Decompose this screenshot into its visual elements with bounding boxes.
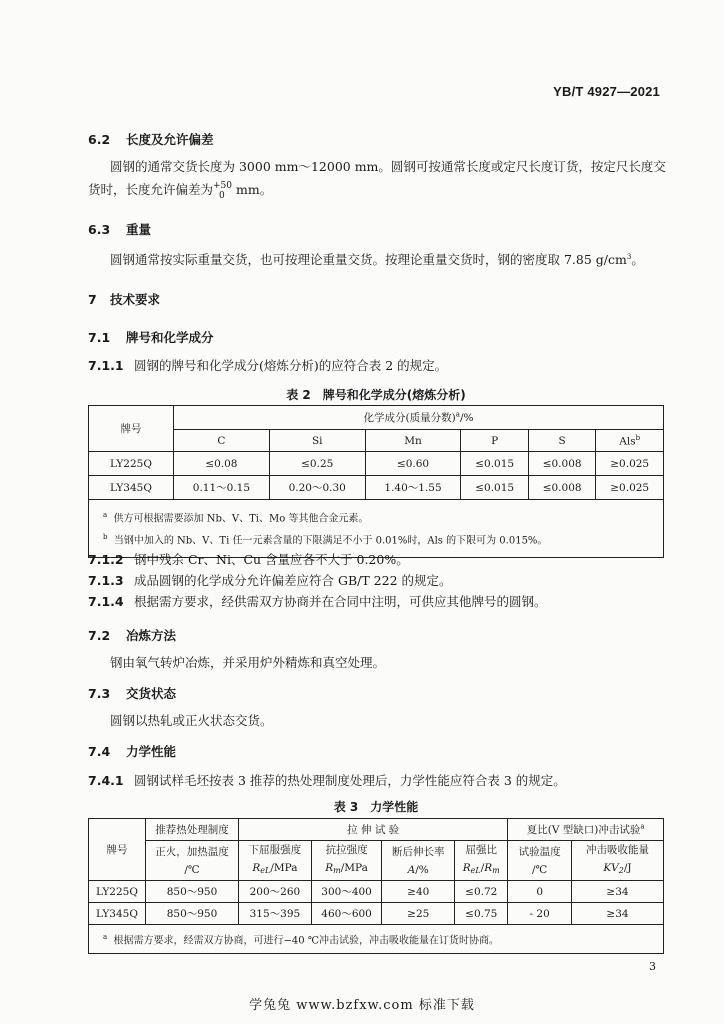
header-line: 屈强比 — [465, 844, 498, 856]
subscript: eL — [470, 866, 481, 875]
element-label: Als — [619, 435, 636, 448]
symbol: R — [252, 862, 261, 874]
section-6-3-heading — [88, 220, 151, 238]
cell-value: 0 — [508, 881, 572, 903]
footnote-text: 根据需方要求，经需双方协商，可进行−40 ℃冲击试验，冲击吸收能量在订货时协商。 — [113, 935, 500, 947]
cell-value: 315～395 — [239, 903, 312, 925]
standard-number-header: YB/T 4927—2021 — [553, 84, 660, 99]
section-7-4-heading — [88, 742, 176, 760]
section-7-2-para: 钢由氧气转炉冶炼，并采用炉外精炼和真空处理。 — [110, 655, 386, 670]
section-7-heading — [88, 290, 160, 308]
symbol: A — [407, 863, 416, 876]
section-7-3-para: 圆钢以热轧或正火状态交货。 — [110, 713, 273, 728]
footnote-a — [103, 928, 661, 950]
clause-7-4-1 — [88, 771, 566, 790]
header-unit: /J — [623, 862, 632, 874]
clause-text: 圆钢的牌号和化学成分(熔炼分析)的应符合表 2 的规定。 — [134, 358, 448, 373]
para-text: 圆钢通常按实际重量交货，也可按理论重量交货。按理论重量交货时，钢的密度取 7.85 g/cm — [110, 252, 627, 268]
column-header-tensile-strength — [311, 841, 381, 881]
cell-value: ≤0.08 — [174, 452, 270, 476]
cell-value: ≤0.25 — [269, 452, 365, 476]
cell-grade: LY225Q — [89, 452, 174, 476]
cell-value: 850～950 — [146, 881, 239, 903]
header-unit: /℃ — [532, 863, 548, 876]
header-unit: /℃ — [184, 863, 200, 876]
cell-value: ≤0.008 — [528, 476, 595, 500]
group-label: 化学成分(质量分数) — [363, 412, 456, 424]
clause-7-1-4 — [88, 592, 547, 611]
footnote-mark: a — [103, 511, 108, 519]
section-title: 交货状态 — [126, 686, 177, 701]
cell-value: ≤0.015 — [461, 476, 528, 500]
section-title: 技术要求 — [110, 292, 161, 307]
section-7-1-heading — [88, 328, 214, 346]
cell-value: ≥0.025 — [596, 452, 664, 476]
table-3-mechanical-properties — [88, 818, 664, 954]
clause-text: 成品圆钢的化学成分允许偏差应符合 GB/T 222 的规定。 — [134, 573, 452, 588]
section-title: 冶炼方法 — [126, 628, 177, 643]
footnote-b — [103, 528, 661, 550]
para-text: 货时，长度允许偏差为 — [88, 182, 214, 197]
section-7-3-heading — [88, 684, 176, 702]
cell-value: 0.20～0.30 — [269, 476, 365, 500]
group-unit: /% — [459, 412, 474, 424]
clause-text: 根据需方要求，经供需双方协商并在合同中注明，可供应其他牌号的圆钢。 — [134, 594, 547, 609]
column-header-yield-strength — [239, 841, 312, 881]
clause-number: 7.1.2 — [88, 552, 124, 567]
separator: / — [480, 862, 485, 874]
cell-value: ≤0.72 — [455, 881, 508, 903]
cell-grade: LY345Q — [89, 903, 146, 925]
header-line: 下屈服强度 — [248, 844, 302, 856]
table-2-chemical-composition — [88, 405, 664, 558]
clause-text: 圆钢试样毛坯按表 3 推荐的热处理制度处理后，力学性能应符合表 3 的规定。 — [134, 773, 566, 788]
footnote-text: 供方可根据需要添加 Nb、V、Ti、Mo 等其他合金元素。 — [113, 513, 369, 525]
header-unit: /% — [415, 863, 429, 876]
clause-number: 7.1.1 — [88, 358, 124, 373]
tolerance-upper: +50 — [213, 180, 233, 191]
section-title: 牌号和化学成分 — [126, 330, 214, 345]
page-number: 3 — [649, 960, 656, 973]
subscript: eL — [260, 866, 271, 875]
subscript: m — [492, 866, 500, 875]
cell-value: ≥34 — [571, 903, 663, 925]
header-line: 试验温度 — [518, 845, 561, 858]
section-6-2-heading — [88, 130, 214, 148]
column-header-element: C — [174, 430, 270, 452]
column-header-element: Mn — [365, 430, 461, 452]
subscript: m — [333, 866, 341, 875]
section-number: 7.1 — [88, 330, 111, 345]
clause-text: 钢中残余 Cr、Ni、Cu 含量应各不大于 0.20%。 — [134, 552, 409, 567]
footnote-mark: a — [455, 410, 460, 419]
section-number: 6.3 — [88, 222, 111, 237]
cell-value: 1.40～1.55 — [365, 476, 461, 500]
section-number: 7.4 — [88, 744, 111, 759]
table-row — [89, 476, 664, 500]
header-line: 正火，加热温度 — [155, 845, 229, 858]
section-number: 7 — [88, 292, 97, 307]
para-text: 。 — [631, 252, 644, 268]
section-number: 7.3 — [88, 686, 111, 701]
table-row — [89, 881, 664, 903]
cell-value: ≥40 — [382, 881, 455, 903]
symbol: KV — [603, 862, 619, 874]
column-group-heat-treatment: 推荐热处理制度 — [146, 819, 239, 841]
footnote-mark: b — [103, 533, 108, 542]
para-text: mm。 — [236, 182, 273, 197]
section-6-2-para-line2 — [88, 180, 272, 201]
column-group-header — [174, 406, 664, 430]
cell-value: 300～400 — [311, 881, 381, 903]
table-2-caption: 表 2 牌号和化学成分(熔炼分析) — [286, 388, 466, 402]
cell-value: 200～260 — [239, 881, 312, 903]
cell-value: 460～600 — [311, 903, 381, 925]
section-number: 7.2 — [88, 628, 111, 643]
column-header-elongation — [382, 841, 455, 881]
table-row — [89, 452, 664, 476]
tolerance-lower: 0 — [219, 190, 225, 201]
table-row — [89, 903, 664, 925]
superscript: 3 — [626, 253, 632, 261]
footnote-mark: a — [640, 822, 645, 831]
cell-value: 850～950 — [146, 903, 239, 925]
column-header-grade: 牌号 — [89, 406, 174, 452]
column-group-tensile: 拉 伸 试 验 — [239, 819, 508, 841]
section-number: 6.2 — [88, 132, 111, 147]
column-header-test-temperature — [508, 841, 572, 881]
clause-number: 7.4.1 — [88, 773, 124, 788]
group-label: 夏比(V 型缺口)冲击试验 — [526, 824, 641, 836]
section-7-2-heading — [88, 626, 176, 644]
cell-value: ≥0.025 — [596, 476, 664, 500]
table-footnotes — [89, 500, 664, 558]
column-header-yield-ratio — [455, 841, 508, 881]
column-header-element: S — [528, 430, 595, 452]
clause-7-1-3 — [88, 571, 452, 590]
cell-value: ≤0.60 — [365, 452, 461, 476]
clause-7-1-2 — [88, 550, 409, 569]
symbol: R — [325, 862, 334, 874]
section-6-2-para-line1: 圆钢的通常交货长度为 3000 mm～12000 mm。圆钢可按通常长度或定尺长度订货，按定尺长度交 — [110, 159, 666, 174]
footnote-mark: a — [103, 933, 108, 941]
cell-value: ≥25 — [382, 903, 455, 925]
column-header-grade: 牌号 — [89, 819, 146, 881]
subscript: 2 — [618, 866, 624, 875]
column-header-normalizing-temp — [146, 841, 239, 881]
footnote-mark: b — [635, 433, 641, 442]
header-unit: /MPa — [340, 862, 368, 874]
cell-value: ≤0.75 — [455, 903, 508, 925]
footer-watermark: 学兔兔 www.bzfxw.com 标准下载 — [249, 998, 475, 1013]
footnote-cell — [89, 925, 664, 954]
header-unit: /MPa — [270, 862, 298, 874]
section-title: 长度及允许偏差 — [126, 132, 214, 147]
column-group-impact — [508, 819, 664, 841]
column-header-absorbed-energy — [571, 841, 663, 881]
column-header-element — [596, 430, 664, 452]
clause-number: 7.1.4 — [88, 594, 124, 609]
header-line: 抗拉强度 — [325, 844, 368, 856]
footnote-cell — [89, 500, 664, 558]
clause-number: 7.1.3 — [88, 573, 124, 588]
footnote-text: 当钢中加入的 Nb、V、Ti 任一元素含量的下限满足不小于 0.01%时，Als 的下限可为 0.015%。 — [113, 535, 548, 547]
footnote-a — [103, 506, 661, 528]
length-tolerance — [213, 181, 232, 201]
table-footnotes — [89, 925, 664, 954]
cell-value: 0.11～0.15 — [174, 476, 270, 500]
table-3-caption: 表 3 力学性能 — [333, 800, 419, 814]
cell-value: ≤0.015 — [461, 452, 528, 476]
column-header-element: P — [461, 430, 528, 452]
section-title: 力学性能 — [126, 744, 177, 759]
header-line: 断后伸长率 — [391, 845, 445, 858]
section-6-3-para — [110, 248, 644, 269]
clause-7-1-1 — [88, 356, 447, 375]
column-header-element: Si — [269, 430, 365, 452]
symbol: R — [462, 862, 471, 874]
symbol: R — [484, 862, 493, 874]
header-line: 冲击吸收能量 — [585, 844, 649, 856]
cell-grade: LY225Q — [89, 881, 146, 903]
cell-value: ≥34 — [571, 881, 663, 903]
cell-value: - 20 — [508, 903, 572, 925]
cell-grade: LY345Q — [89, 476, 174, 500]
cell-value: ≤0.008 — [528, 452, 595, 476]
section-title: 重量 — [126, 222, 152, 237]
